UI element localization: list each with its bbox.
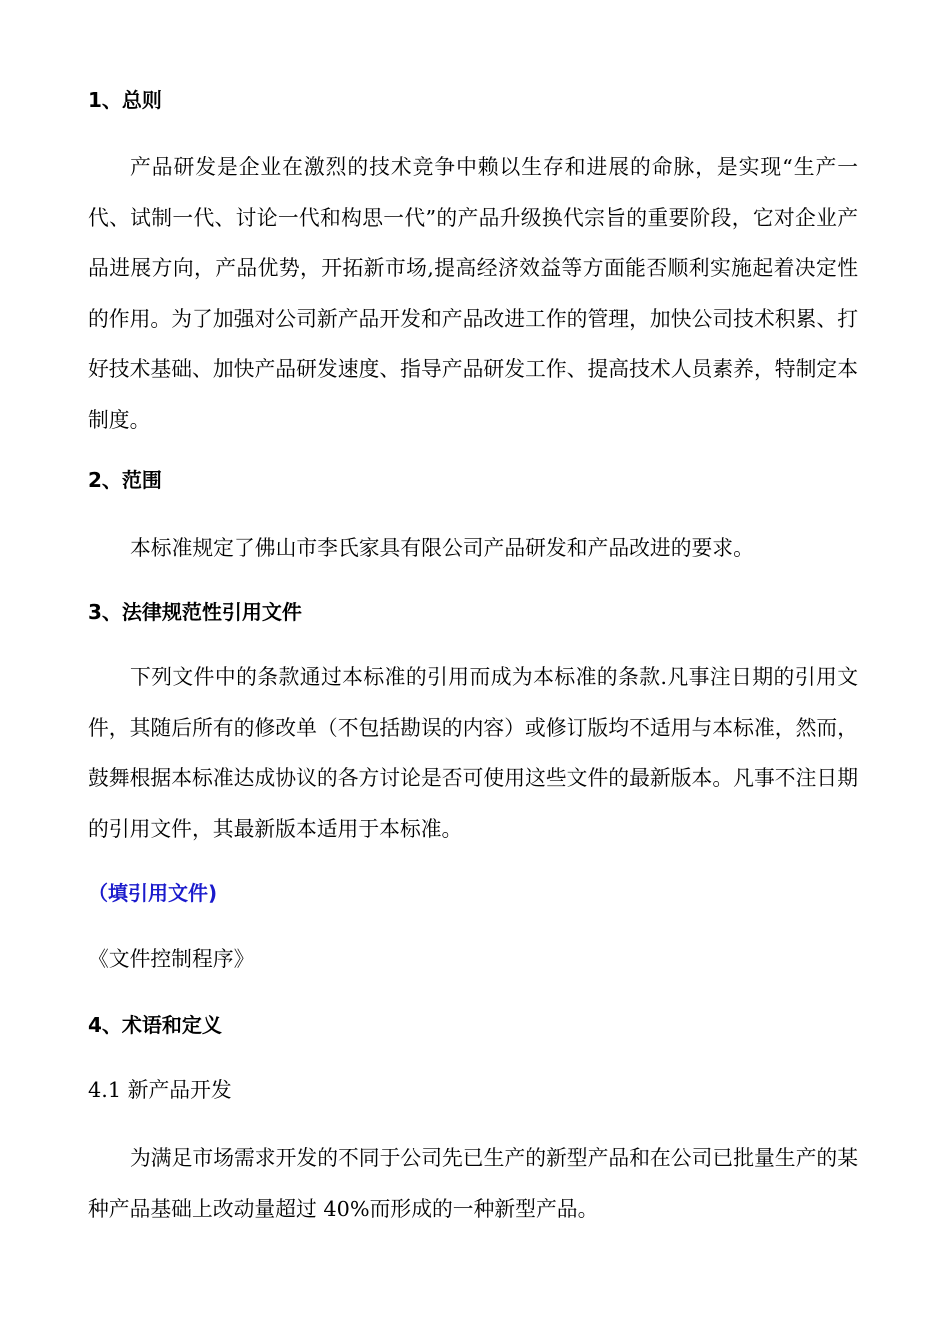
section-3-heading: 3、法律规范性引用文件 [88,600,302,624]
section-1-heading: 1、总则 [88,88,162,112]
section-4-1-body: 为满足市场需求开发的不同于公司先已生产的新型产品和在公司已批量生产的某种产品基础上改动量超过 40%而形成的一种新型产品。 [88,1146,858,1221]
section-2-body: 本标准规定了佛山市李氏家具有限公司产品研发和产品改进的要求。 [130,536,754,560]
section-1-body: 产品研发是企业在激烈的技术竞争中赖以生存和进展的命脉，是实现“生产一代、试制一代、讨论一代和构思一代”的产品升级换代宗旨的重要阶段，它对企业产品进展方向，产品优势，开拓新市场,提高经济效益等方面能否顺利实施起着决定性的作用。为了加强对公司新产品开发和产品改进工作的管理，加快公司技术积累、打好技术基础、加快产品研发速度、指导产品研发工作、提高技术人员素养，特制定本制度。 [88,155,858,432]
reference-placeholder: （填引用文件) [88,881,218,905]
section-3-body: 下列文件中的条款通过本标准的引用而成为本标准的条款.凡事注日期的引用文件，其随后所有的修改单（不包括勘误的内容）或修订版均不适用与本标准，然而，鼓舞根据本标准达成协议的各方讨论是否可使用这些文件的最新版本。凡事不注日期的引用文件，其最新版本适用于本标准。 [88,665,858,841]
section-4-1-heading: 4.1 新产品开发 [88,1078,232,1102]
section-2-heading: 2、范围 [88,468,162,492]
section-4-heading: 4、术语和定义 [88,1013,222,1037]
reference-document: 《文件控制程序》 [88,947,255,971]
